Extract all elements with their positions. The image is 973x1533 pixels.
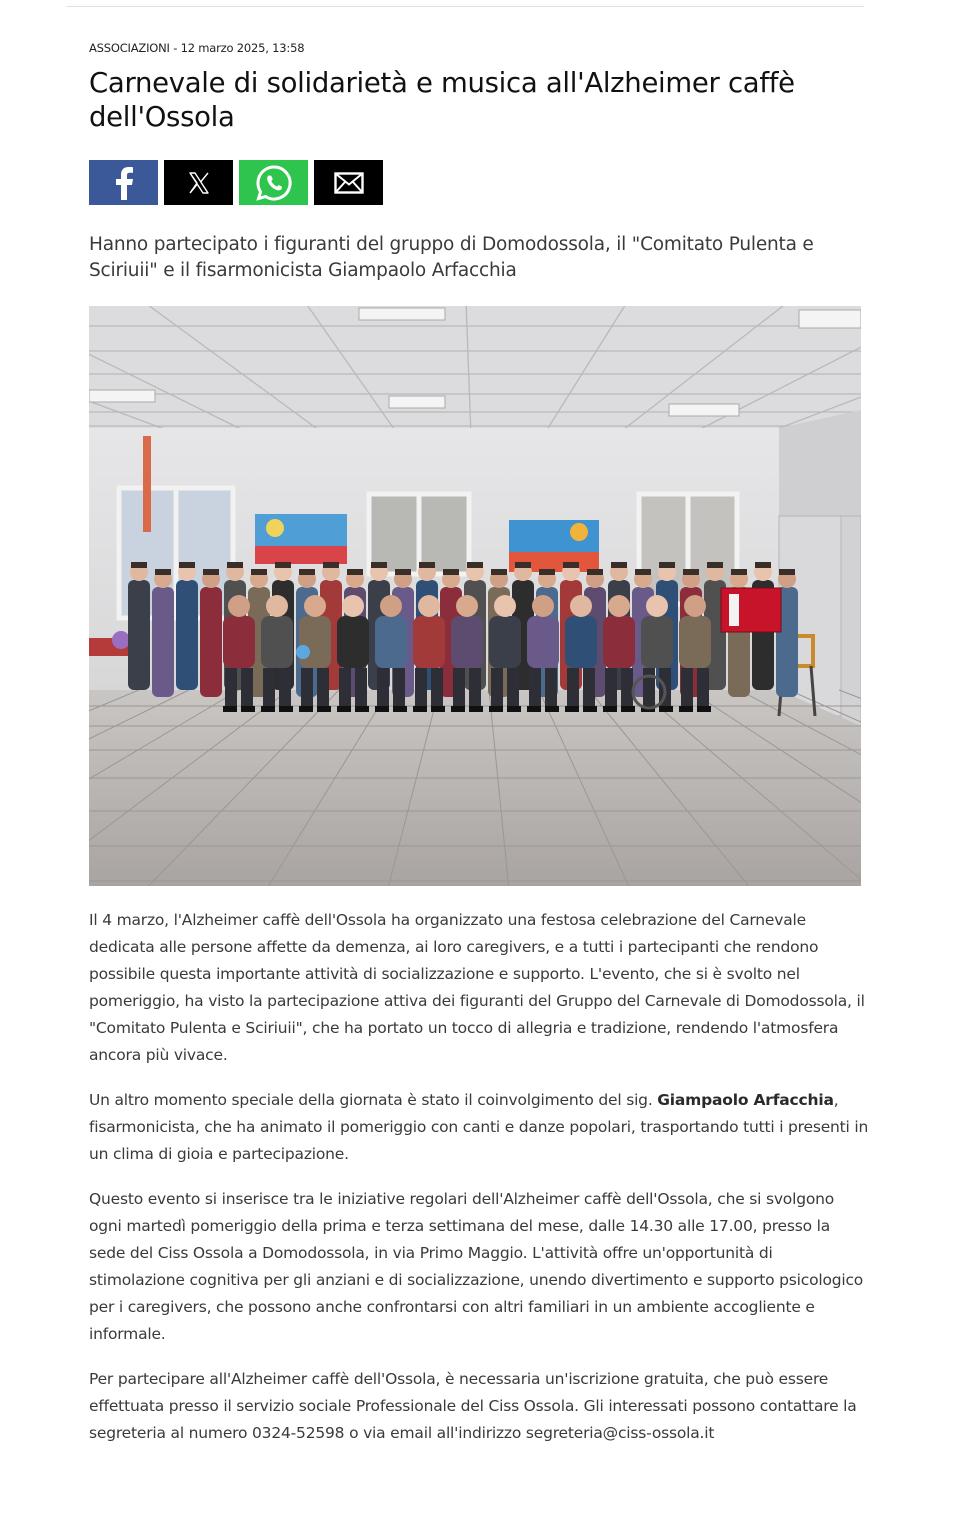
top-divider [66,6,864,7]
category-link[interactable]: ASSOCIAZIONI [89,41,170,55]
x-share-button[interactable] [164,160,233,205]
whatsapp-share-button[interactable] [239,160,308,205]
article-paragraph: Per partecipare all'Alzheimer caffè dell'Ossola, è necessaria un'iscrizione gratuita, che può essere effettuata presso il servizio sociale Professionale del Ciss Ossola. Gli interessati possono contattare la segreteria al numero 0324-52598 o via email all'indirizzo segreteria@ciss-ossola.it [89,1370,857,1442]
facebook-icon [114,166,134,200]
article-paragraph: Questo evento si inserisce tra le iniziative regolari dell'Alzheimer caffè dell'Ossola, che si svolgono ogni martedì pomeriggio della prima e terza settimana del mese, dalle 14.30 alle 17.00, presso la sede del Ciss Ossola a Domodossola, in via Primo Maggio. L'attività offre un'opportunità di stimolazione cognitiva per gli anziani e di socializzazione, unendo divertimento e supporto psicologico per i caregivers, che possono anche confrontarsi con altri familiari in un ambiente accogliente e informale. [89,1190,864,1343]
article-meta [89,41,304,55]
article-subtitle: Hanno partecipato i figuranti del gruppo di Domodossola, il "Comitato Pulenta e Sciriuii" e il fisarmonicista Giampaolo Arfacchia [89,234,814,281]
article-paragraph [89,1087,869,1168]
share-bar [89,160,383,205]
article-photo [89,306,861,886]
musician-name: Giampaolo Arfacchia [657,1091,834,1109]
publish-date: 12 marzo 2025, 13:58 [180,41,305,55]
email-share-button[interactable] [314,160,383,205]
mail-icon [334,172,364,194]
article-paragraph: Il 4 marzo, l'Alzheimer caffè dell'Ossola ha organizzato una festosa celebrazione del Carnevale dedicata alle persone affette da demenza, ai loro caregivers, e a tutti i partecipanti che rendono possibile questa importante attività di socializzazione e supporto. L'evento, che si è svolto nel pomeriggio, ha visto la partecipazione attiva dei figuranti del Gruppo del Carnevale di Domodossola, il "Comitato Pulenta e Sciriuii", che ha portato un tocco di allegria e tradizione, rendendo l'atmosfera ancora più vivace. [89,911,865,1064]
paragraph-text: , fisarmonicista, che ha animato il pomeriggio con canti e danze popolari, trasportando tutti i presenti in un clima di gioia e partecipazione. [89,1091,869,1163]
whatsapp-icon [255,164,293,202]
paragraph-text: Un altro momento speciale della giornata è stato il coinvolgimento del sig. [89,1091,658,1109]
page-title: Carnevale di solidarietà e musica all'Alzheimer caffè dell'Ossola [89,67,795,133]
meta-separator: - [169,41,181,55]
facebook-share-button[interactable] [89,160,158,205]
x-icon [187,171,211,195]
article-body [89,907,869,1461]
